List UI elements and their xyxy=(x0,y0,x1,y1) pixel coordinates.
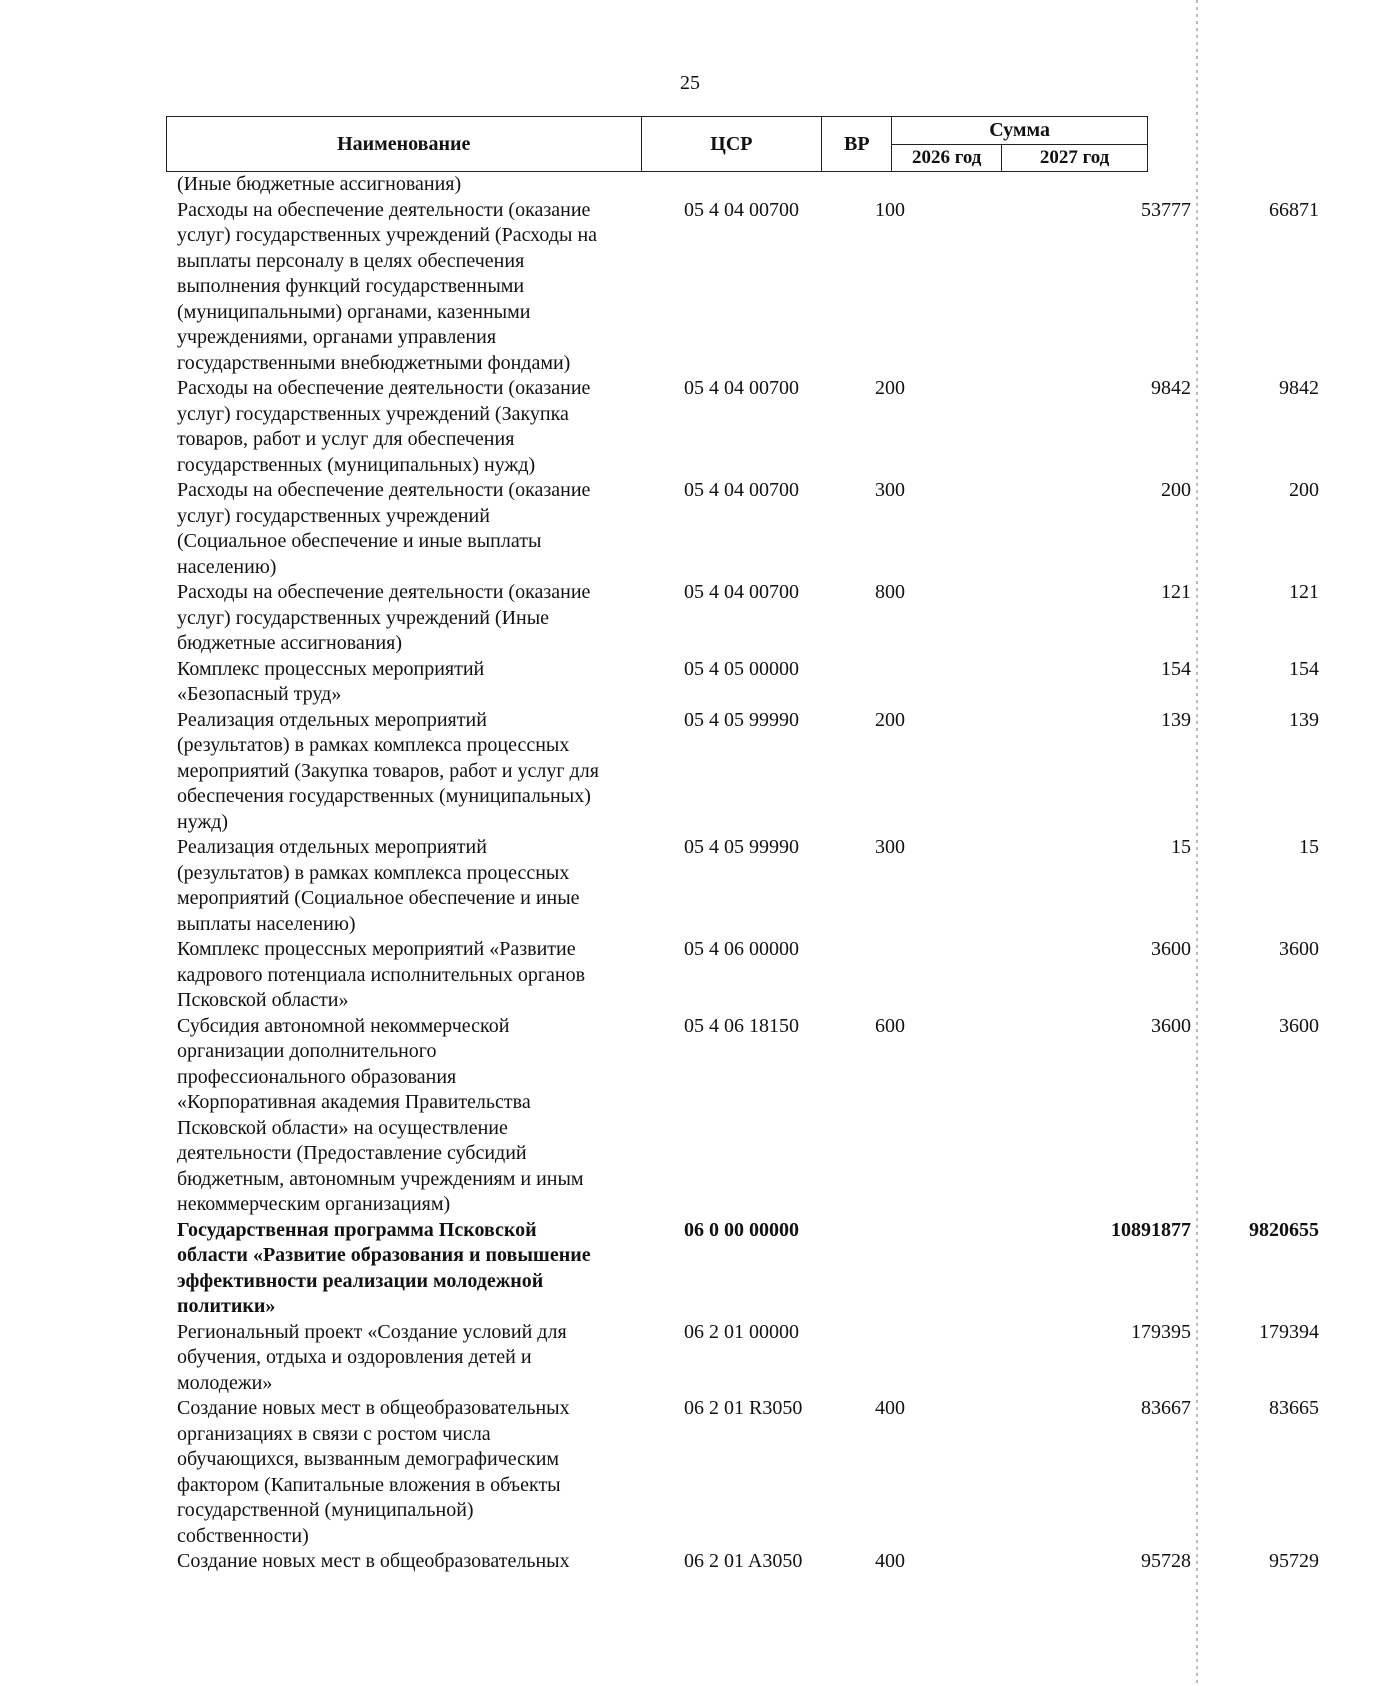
cell-csr: 05 4 05 99990 xyxy=(684,836,799,858)
table-row xyxy=(177,835,1319,937)
cell-name: Региональный проект «Создание условий для обучения, отдыха и оздоровления детей и молодежи» xyxy=(177,1320,567,1394)
cell-sum-2027: 3600 xyxy=(1279,938,1319,960)
cell-sum-2026: 200 xyxy=(1161,479,1191,501)
cell-sum-2027: 83665 xyxy=(1269,1397,1319,1419)
column-header-2027: 2027 год xyxy=(1002,145,1148,172)
scan-edge xyxy=(1196,0,1198,1686)
cell-name: Расходы на обеспечение деятельности (оказание услуг) государственных учреждений (Закупка товаров, работ и услуг для обеспечения государственных (муниципальных) нужд) xyxy=(177,377,591,476)
cell-sum-2027: 3600 xyxy=(1279,1014,1319,1037)
table-header xyxy=(166,116,1148,172)
cell-csr: 05 4 04 00700 xyxy=(684,377,799,399)
table-row xyxy=(177,1549,1319,1575)
column-header-csr: ЦСР xyxy=(641,117,822,172)
cell-csr: 05 4 05 00000 xyxy=(684,657,799,680)
cell-name: Реализация отдельных мероприятий (результатов) в рамках комплекса процессных мероприятий (Закупка товаров, работ и услуг для обеспечения государственных (муниципальных) нужд) xyxy=(177,708,599,833)
cell-vr: 300 xyxy=(875,836,905,858)
cell-sum-2026: 83667 xyxy=(1141,1397,1191,1419)
cell-vr: 200 xyxy=(875,377,905,399)
cell-sum-2026: 121 xyxy=(1161,581,1191,603)
cell-sum-2026: 95728 xyxy=(1141,1550,1191,1572)
cell-name: Расходы на обеспечение деятельности (оказание услуг) государственных учреждений (Социальное обеспечение и иные выплаты населению) xyxy=(177,479,591,578)
cell-sum-2026: 9842 xyxy=(1151,377,1191,399)
cell-sum-2026: 10891877 xyxy=(1111,1218,1191,1241)
cell-name: Государственная программа Псковской области «Развитие образования и повышение эффективности реализации молодежной политики» xyxy=(177,1218,591,1317)
table-row xyxy=(177,1396,1319,1549)
cell-sum-2026: 53777 xyxy=(1141,198,1191,221)
cell-sum-2027: 179394 xyxy=(1259,1320,1319,1343)
table-row xyxy=(177,1218,1319,1320)
cell-name: Расходы на обеспечение деятельности (оказание услуг) государственных учреждений (Иные бюджетные ассигнования) xyxy=(177,581,591,654)
cell-sum-2027: 66871 xyxy=(1269,198,1319,221)
cell-csr: 05 4 04 00700 xyxy=(684,581,799,603)
column-header-vr: ВР xyxy=(822,117,892,172)
table-row xyxy=(177,1014,1319,1218)
cell-name: Комплекс процессных мероприятий «Развитие кадрового потенциала исполнительных органов Псковской области» xyxy=(177,938,586,1011)
table-row xyxy=(177,580,1319,657)
cell-name: Комплекс процессных мероприятий «Безопасный труд» xyxy=(177,657,485,705)
cell-csr: 05 4 06 00000 xyxy=(684,938,799,960)
table-row xyxy=(177,937,1319,1014)
cell-csr: 06 2 01 00000 xyxy=(684,1320,799,1343)
cell-name: (Иные бюджетные ассигнования) xyxy=(177,173,462,195)
cell-sum-2027: 95729 xyxy=(1269,1550,1319,1572)
cell-sum-2027: 9820655 xyxy=(1249,1218,1319,1241)
cell-vr: 100 xyxy=(875,198,905,221)
cell-csr: 06 2 01 A3050 xyxy=(684,1550,803,1572)
cell-vr: 200 xyxy=(875,708,905,731)
cell-vr: 400 xyxy=(875,1550,905,1572)
column-header-sum: Сумма xyxy=(892,117,1148,145)
cell-csr: 05 4 06 18150 xyxy=(684,1014,799,1037)
cell-sum-2027: 154 xyxy=(1289,657,1319,680)
cell-sum-2026: 179395 xyxy=(1131,1320,1191,1343)
page-number: 25 xyxy=(680,72,700,94)
cell-csr: 06 2 01 R3050 xyxy=(684,1397,803,1419)
cell-vr: 600 xyxy=(875,1014,905,1037)
cell-name: Реализация отдельных мероприятий (результатов) в рамках комплекса процессных мероприятий (Социальное обеспечение и иные выплаты населению) xyxy=(177,836,580,935)
column-header-name: Наименование xyxy=(167,117,642,172)
cell-vr: 800 xyxy=(875,581,905,603)
cell-vr: 300 xyxy=(875,479,905,501)
cell-sum-2026: 15 xyxy=(1171,836,1191,858)
cell-sum-2027: 200 xyxy=(1289,479,1319,501)
cell-sum-2027: 15 xyxy=(1299,836,1319,858)
cell-csr: 06 0 00 00000 xyxy=(684,1218,799,1241)
cell-sum-2027: 121 xyxy=(1289,581,1319,603)
cell-sum-2026: 3600 xyxy=(1151,938,1191,960)
cell-vr: 400 xyxy=(875,1397,905,1419)
table-row xyxy=(177,478,1319,580)
cell-csr: 05 4 04 00700 xyxy=(684,198,799,221)
table-row xyxy=(177,198,1319,377)
cell-sum-2026: 139 xyxy=(1161,708,1191,731)
cell-name: Субсидия автономной некоммерческой организации дополнительного профессионального образования «Корпоративная академия Правительства Псковской области» на осуществление деятельности (Предоставление субсидий бюджетным, автономным учреждениям и иным некоммерческим организациям) xyxy=(177,1014,584,1215)
cell-sum-2027: 9842 xyxy=(1279,377,1319,399)
table-row xyxy=(177,657,1319,708)
column-header-2026: 2026 год xyxy=(892,145,1002,172)
cell-sum-2026: 3600 xyxy=(1151,1014,1191,1037)
cell-csr: 05 4 05 99990 xyxy=(684,708,799,731)
cell-name: Создание новых мест в общеобразовательных xyxy=(177,1550,570,1572)
table-row xyxy=(177,708,1319,836)
table-row xyxy=(177,1320,1319,1397)
cell-name: Создание новых мест в общеобразовательных организациях в связи с ростом числа обучающихся, вызванным демографическим фактором (Капитальные вложения в объекты государственной (муниципальной) собственности) xyxy=(177,1397,570,1547)
table-row xyxy=(177,376,1319,478)
cell-csr: 05 4 04 00700 xyxy=(684,479,799,501)
table-body xyxy=(177,172,1319,1575)
cell-sum-2027: 139 xyxy=(1289,708,1319,731)
table-row xyxy=(177,172,1157,198)
cell-sum-2026: 154 xyxy=(1161,657,1191,680)
cell-name: Расходы на обеспечение деятельности (оказание услуг) государственных учреждений (Расходы на выплаты персоналу в целях обеспечения выполнения функций государственными (муниципальными) органами, казенными учреждениями, органами управления государственными внебюджетными фондами) xyxy=(177,198,598,374)
